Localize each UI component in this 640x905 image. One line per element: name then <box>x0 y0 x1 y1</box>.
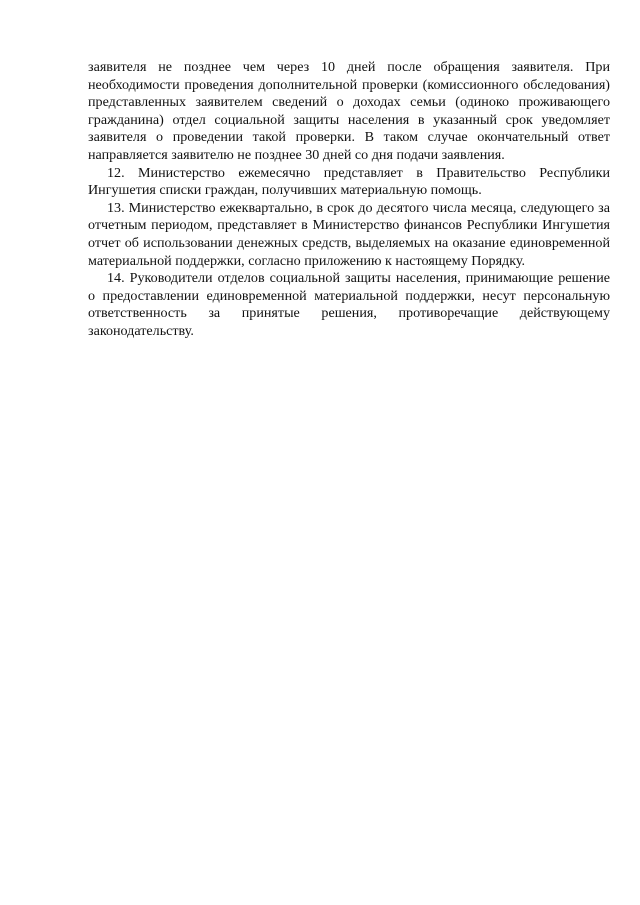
paragraph-item-14: 14. Руководители отделов социальной защиты населения, принимающие решение о предоставлении единовременной материальной поддержки, несут персональную ответственность за принятые решения, противоречащие действующему законодательству. <box>88 270 610 339</box>
paragraph-item-12: 12. Министерство ежемесячно представляет в Правительство Республики Ингушетия списки граждан, получивших материальную помощь. <box>88 164 610 199</box>
document-body <box>88 59 610 341</box>
paragraph-continuation: заявителя не позднее чем через 10 дней после обращения заявителя. При необходимости проведения дополнительной проверки (комиссионного обследования) представленных заявителем сведений о доходах семьи (одиноко проживающего гражданина) отдел социальной защиты населения в указанный срок уведомляет заявителя о проведении такой проверки. В таком случае окончательный ответ направляется заявителю не позднее 30 дней со дня подачи заявления. <box>88 59 610 163</box>
paragraph-item-13: 13. Министерство ежеквартально, в срок до десятого числа месяца, следующего за отчетным периодом, представляет в Министерство финансов Республики Ингушетия отчет об использовании денежных средств, выделяемых на оказание единовременной материальной поддержки, согласно приложению к настоящему Порядку. <box>88 199 610 269</box>
